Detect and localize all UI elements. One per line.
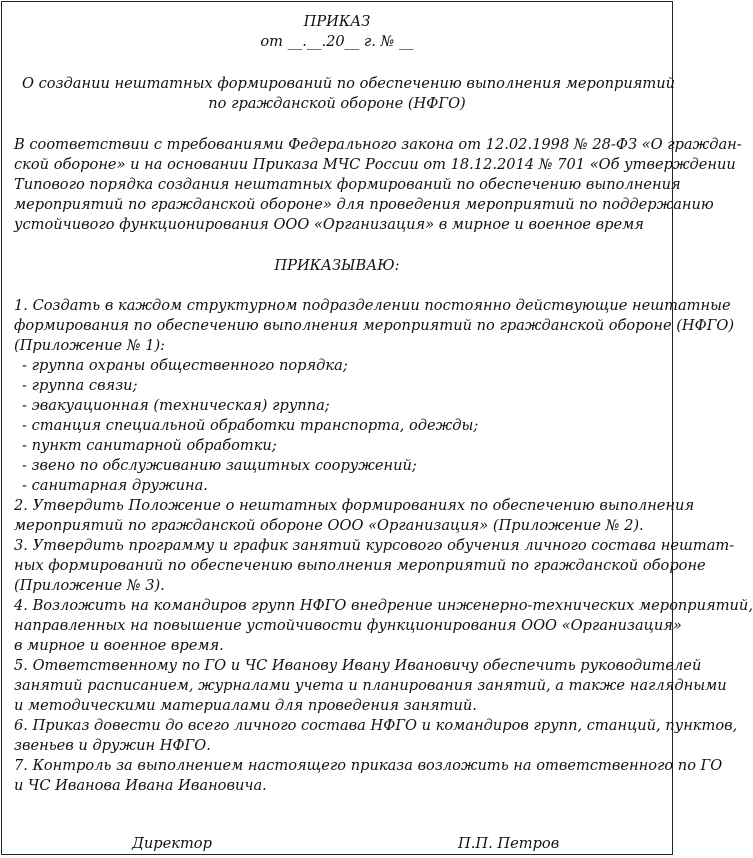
signature-block bbox=[2, 834, 672, 854]
sub-item-line: - санитарная дружина. bbox=[22, 477, 208, 494]
preamble-line: В соответствии с требованиями Федерального закона от 12.02.1998 № 28-ФЗ «О граждан- bbox=[14, 136, 742, 153]
item-line: 6. Приказ довести до всего личного состава НФГО и командиров групп, станций, пунктов, bbox=[14, 717, 738, 734]
order-items bbox=[14, 296, 753, 796]
item-line: мероприятий по гражданской обороне ООО «Организация» (Приложение № 2). bbox=[14, 517, 644, 534]
item-line: направленных на повышение устойчивости функционирования ООО «Организация» bbox=[14, 617, 682, 634]
preamble-line: устойчивого функционирования ООО «Организация» в мирное и военное время bbox=[14, 216, 644, 233]
item-line: и ЧС Иванова Ивана Ивановича. bbox=[14, 777, 267, 794]
sub-item-line: - пункт санитарной обработки; bbox=[22, 437, 277, 454]
item-line: 3. Утвердить программу и график занятий курсового обучения личного состава нештат- bbox=[14, 537, 735, 554]
preamble-line: ской обороне» и на основании Приказа МЧС России от 18.12.2014 № 701 «Об утверждении bbox=[14, 156, 736, 173]
sub-item-line: - эвакуационная (техническая) группа; bbox=[22, 397, 330, 414]
preamble-line: мероприятий по гражданской обороне» для проведения мероприятий по поддержанию bbox=[14, 196, 714, 213]
item-line: звеньев и дружин НФГО. bbox=[14, 737, 211, 754]
item-line: 5. Ответственному по ГО и ЧС Иванову Ивану Ивановичу обеспечить руководителей bbox=[14, 657, 702, 674]
item-line: 2. Утвердить Положение о нештатных формированиях по обеспечению выполнения bbox=[14, 497, 695, 514]
item-line: ных формирований по обеспечению выполнения мероприятий по гражданской обороне bbox=[14, 557, 706, 574]
document-page bbox=[1, 1, 753, 855]
order-word: ПРИКАЗЫВАЮ: bbox=[274, 257, 400, 274]
document-subject bbox=[22, 74, 676, 114]
item-line: и методическими материалами для проведения занятий. bbox=[14, 697, 477, 714]
preamble-line: Типового порядка создания нештатных формирований по обеспечению выполнения bbox=[14, 176, 681, 193]
signature-name: П.П. Петров bbox=[458, 835, 560, 852]
item-line: в мирное и военное время. bbox=[14, 637, 224, 654]
item-line: 4. Возложить на командиров групп НФГО внедрение инженерно-технических мероприятий, bbox=[14, 597, 753, 614]
document-date-line: от __.__.20__ г. № __ bbox=[260, 33, 414, 50]
item-line: (Приложение № 3). bbox=[14, 577, 165, 594]
item-line: (Приложение № 1): bbox=[14, 337, 166, 354]
item-line: занятий расписанием, журналами учета и планирования занятий, а также наглядными bbox=[14, 677, 727, 694]
sub-item-line: - группа охраны общественного порядка; bbox=[22, 357, 348, 374]
item-line: 1. Создать в каждом структурном подразделении постоянно действующие нештатные bbox=[14, 297, 731, 314]
document-preamble bbox=[14, 135, 742, 235]
signature-position: Директор bbox=[132, 835, 212, 852]
item-line: формирования по обеспечению выполнения мероприятий по гражданской обороне (НФГО) bbox=[14, 317, 735, 334]
sub-item-line: - звено по обслуживанию защитных сооружений; bbox=[22, 457, 417, 474]
subject-line: О создании нештатных формирований по обеспечению выполнения мероприятий bbox=[22, 75, 676, 92]
sub-item-line: - станция специальной обработки транспорта, одежды; bbox=[22, 417, 479, 434]
subject-line: по гражданской обороне (НФГО) bbox=[208, 95, 466, 112]
document-title: ПРИКАЗ bbox=[303, 13, 371, 30]
item-line: 7. Контроль за выполнением настоящего приказа возложить на ответственного по ГО bbox=[14, 757, 723, 774]
document-header bbox=[2, 12, 672, 52]
sub-item-line: - группа связи; bbox=[22, 377, 138, 394]
